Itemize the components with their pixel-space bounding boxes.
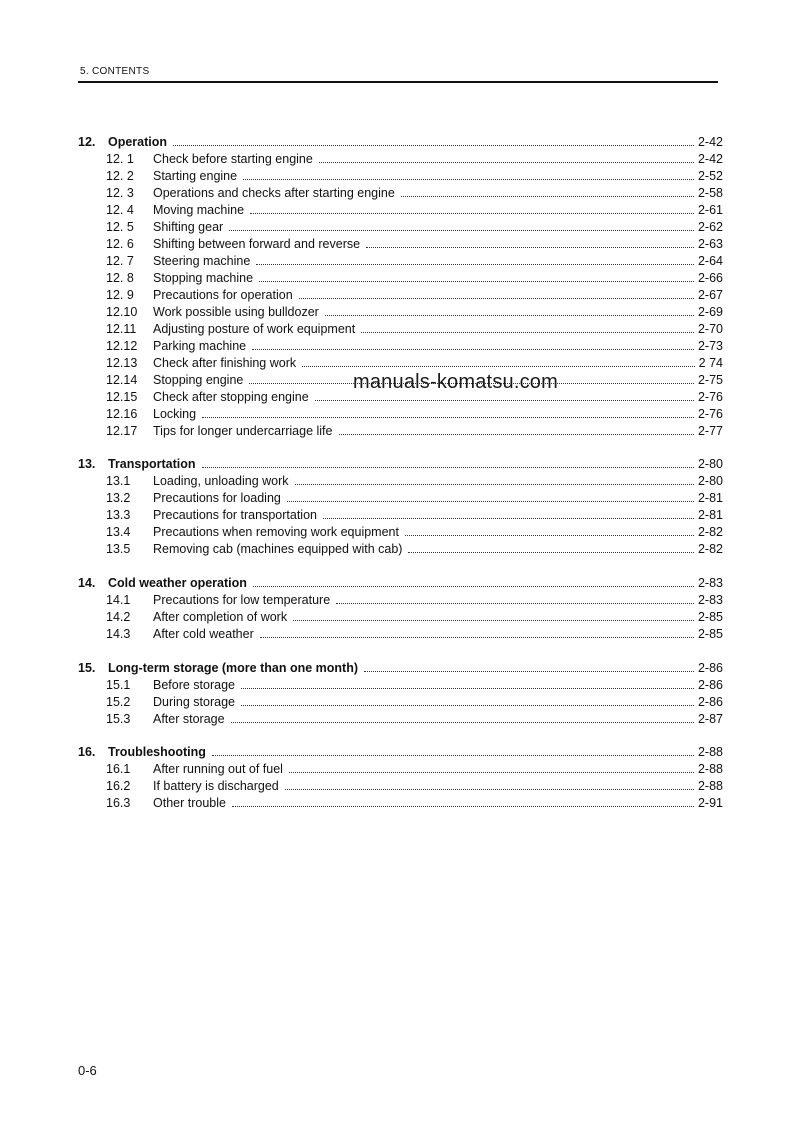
toc-title: Precautions when removing work equipment <box>153 525 399 539</box>
toc-page: 2-81 <box>697 491 723 505</box>
toc-page: 2-85 <box>697 627 723 641</box>
toc-item <box>0 761 793 778</box>
toc-number: 12. 6 <box>106 237 134 251</box>
dot-leader <box>302 365 695 367</box>
toc-section <box>0 660 793 677</box>
toc-title: Transportation <box>108 457 196 471</box>
toc-title: Check after finishing work <box>153 356 297 370</box>
toc-number: 14. <box>78 576 96 590</box>
toc-number: 13.5 <box>106 542 131 556</box>
dot-leader <box>260 636 694 638</box>
toc-item <box>0 541 793 558</box>
toc-page: 2-88 <box>697 745 723 759</box>
toc-number: 15. <box>78 661 96 675</box>
dot-leader <box>285 788 694 790</box>
dot-leader <box>325 314 694 316</box>
toc-title: Operations and checks after starting engine <box>153 186 395 200</box>
dot-leader <box>243 178 694 180</box>
toc-item <box>0 423 793 440</box>
toc-item <box>0 321 793 338</box>
dot-leader <box>293 619 694 621</box>
toc-number: 12.12 <box>106 339 138 353</box>
toc-number: 15.1 <box>106 678 131 692</box>
toc-page: 2-77 <box>697 424 723 438</box>
toc-page: 2-52 <box>697 169 723 183</box>
dot-leader <box>202 416 694 418</box>
dot-leader <box>253 585 694 587</box>
toc-page: 2-88 <box>697 762 723 776</box>
dot-leader <box>173 144 694 146</box>
toc-title: Precautions for loading <box>153 491 281 505</box>
toc-item <box>0 677 793 694</box>
toc-page: 2-73 <box>697 339 723 353</box>
toc-title: Locking <box>153 407 197 421</box>
toc-title: Other trouble <box>153 796 226 810</box>
dot-leader <box>401 195 694 197</box>
toc-title: Moving machine <box>153 203 245 217</box>
toc-title: Stopping machine <box>153 271 254 285</box>
toc-number: 13.2 <box>106 491 131 505</box>
dot-leader <box>323 517 694 519</box>
toc-number: 12.17 <box>106 424 138 438</box>
dot-leader <box>295 483 694 485</box>
dot-leader <box>231 721 694 723</box>
toc-page: 2-83 <box>697 593 723 607</box>
dot-leader <box>259 280 694 282</box>
watermark: manuals-komatsu.com <box>353 371 558 393</box>
toc-item <box>0 287 793 304</box>
toc-item <box>0 592 793 609</box>
toc-title: Removing cab (machines equipped with cab) <box>153 542 403 556</box>
toc-number: 12.13 <box>106 356 138 370</box>
dot-leader <box>315 399 694 401</box>
toc-number: 13.3 <box>106 508 131 522</box>
toc-title: During storage <box>153 695 235 709</box>
toc-number: 14.2 <box>106 610 131 624</box>
toc-number: 16.3 <box>106 796 131 810</box>
toc-item <box>0 490 793 507</box>
dot-leader <box>256 263 694 265</box>
dot-leader <box>241 704 694 706</box>
toc-title: Starting engine <box>153 169 238 183</box>
toc-item <box>0 219 793 236</box>
toc-page: 2 74 <box>698 356 723 370</box>
toc-item <box>0 609 793 626</box>
toc-title: Loading, unloading work <box>153 474 289 488</box>
toc-number: 13.1 <box>106 474 131 488</box>
dot-leader <box>232 805 694 807</box>
toc-title: Before storage <box>153 678 235 692</box>
dot-leader <box>229 229 694 231</box>
toc-number: 12. 5 <box>106 220 134 234</box>
toc-section <box>0 456 793 473</box>
toc-item <box>0 524 793 541</box>
toc-section <box>0 134 793 151</box>
toc-number: 12.11 <box>106 322 137 336</box>
toc-page: 2-81 <box>697 508 723 522</box>
toc-title: Parking machine <box>153 339 247 353</box>
toc-title: If battery is discharged <box>153 779 279 793</box>
toc-title: Check after stopping engine <box>153 390 309 404</box>
toc-item <box>0 795 793 812</box>
toc-page: 2-61 <box>697 203 723 217</box>
toc-title: Stopping engine <box>153 373 244 387</box>
toc-page: 2-76 <box>697 407 723 421</box>
toc-number: 12. 4 <box>106 203 134 217</box>
toc-number: 12. 9 <box>106 288 134 302</box>
toc-page: 2-85 <box>697 610 723 624</box>
toc-title: Precautions for operation <box>153 288 293 302</box>
dot-leader <box>339 433 694 435</box>
toc-page: 2-83 <box>697 576 723 590</box>
toc-title: Check before starting engine <box>153 152 313 166</box>
toc-item <box>0 507 793 524</box>
toc-page: 2-63 <box>697 237 723 251</box>
dot-leader <box>336 602 694 604</box>
dot-leader <box>366 246 694 248</box>
dot-leader <box>361 331 694 333</box>
toc-page: 2-76 <box>697 390 723 404</box>
toc-page: 2-80 <box>697 474 723 488</box>
toc-page: 2-66 <box>697 271 723 285</box>
toc-page: 2-62 <box>697 220 723 234</box>
toc-page: 2-42 <box>697 135 723 149</box>
toc-item <box>0 185 793 202</box>
page-number: 0-6 <box>78 1063 97 1078</box>
toc-page: 2-82 <box>697 542 723 556</box>
toc-item <box>0 355 793 372</box>
toc-page: 2-42 <box>697 152 723 166</box>
toc-number: 12. 3 <box>106 186 134 200</box>
dot-leader <box>299 297 694 299</box>
toc-title: After running out of fuel <box>153 762 283 776</box>
toc-title: Shifting gear <box>153 220 224 234</box>
toc-number: 14.1 <box>106 593 131 607</box>
toc-number: 13. <box>78 457 96 471</box>
toc-title: Troubleshooting <box>108 745 206 759</box>
toc-page: 2-86 <box>697 678 723 692</box>
toc-number: 12. 2 <box>106 169 134 183</box>
dot-leader <box>241 687 694 689</box>
toc-title: Precautions for low temperature <box>153 593 331 607</box>
toc-page: 2-91 <box>697 796 723 810</box>
toc-page: 2-70 <box>697 322 723 336</box>
toc-item <box>0 473 793 490</box>
toc-title: After completion of work <box>153 610 288 624</box>
toc-page: 2-80 <box>697 457 723 471</box>
toc-page: 2-75 <box>697 373 723 387</box>
toc-number: 12.14 <box>106 373 138 387</box>
dot-leader <box>252 348 694 350</box>
toc-page: 2-87 <box>697 712 723 726</box>
toc-number: 12.15 <box>106 390 138 404</box>
dot-leader <box>250 212 694 214</box>
toc-item <box>0 236 793 253</box>
toc-title: Steering machine <box>153 254 251 268</box>
toc-number: 16.1 <box>106 762 131 776</box>
toc-item <box>0 168 793 185</box>
running-header: 5. CONTENTS <box>80 66 150 77</box>
dot-leader <box>212 754 694 756</box>
toc-title: Shifting between forward and reverse <box>153 237 361 251</box>
toc-item <box>0 711 793 728</box>
toc-number: 16. <box>78 745 96 759</box>
toc-item <box>0 253 793 270</box>
toc-item <box>0 778 793 795</box>
toc-title: Tips for longer undercarriage life <box>153 424 333 438</box>
toc-item <box>0 304 793 321</box>
toc-item <box>0 406 793 423</box>
toc-page: 2-86 <box>697 661 723 675</box>
toc-number: 12. <box>78 135 96 149</box>
toc-number: 12. 1 <box>106 152 134 166</box>
dot-leader <box>202 466 694 468</box>
dot-leader <box>364 670 694 672</box>
toc-number: 12. 7 <box>106 254 134 268</box>
toc-number: 15.3 <box>106 712 131 726</box>
dot-leader <box>405 534 694 536</box>
toc-title: Long-term storage (more than one month) <box>108 661 358 675</box>
toc-number: 14.3 <box>106 627 131 641</box>
toc-item <box>0 270 793 287</box>
dot-leader <box>408 551 694 553</box>
toc-title: Precautions for transportation <box>153 508 317 522</box>
toc-item <box>0 151 793 168</box>
toc-number: 12.10 <box>106 305 138 319</box>
toc-page: 2-88 <box>697 779 723 793</box>
toc-item <box>0 202 793 219</box>
toc-item <box>0 626 793 643</box>
toc-number: 16.2 <box>106 779 131 793</box>
toc-number: 13.4 <box>106 525 131 539</box>
dot-leader <box>289 771 694 773</box>
toc-title: After cold weather <box>153 627 254 641</box>
dot-leader <box>319 161 694 163</box>
toc-title: After storage <box>153 712 225 726</box>
toc-page: 2-82 <box>697 525 723 539</box>
toc-page: 2-69 <box>697 305 723 319</box>
dot-leader <box>287 500 694 502</box>
toc-number: 12. 8 <box>106 271 134 285</box>
toc-title: Adjusting posture of work equipment <box>153 322 356 336</box>
toc-section <box>0 575 793 592</box>
toc-page: 2-64 <box>697 254 723 268</box>
toc-page: 2-67 <box>697 288 723 302</box>
toc-item <box>0 338 793 355</box>
toc-number: 12.16 <box>106 407 138 421</box>
toc-title: Work possible using bulldozer <box>153 305 319 319</box>
toc-title: Cold weather operation <box>108 576 247 590</box>
toc-section <box>0 744 793 761</box>
toc-page: 2-86 <box>697 695 723 709</box>
toc-title: Operation <box>108 135 168 149</box>
toc-item <box>0 694 793 711</box>
toc-page: 2-58 <box>697 186 723 200</box>
toc-number: 15.2 <box>106 695 131 709</box>
